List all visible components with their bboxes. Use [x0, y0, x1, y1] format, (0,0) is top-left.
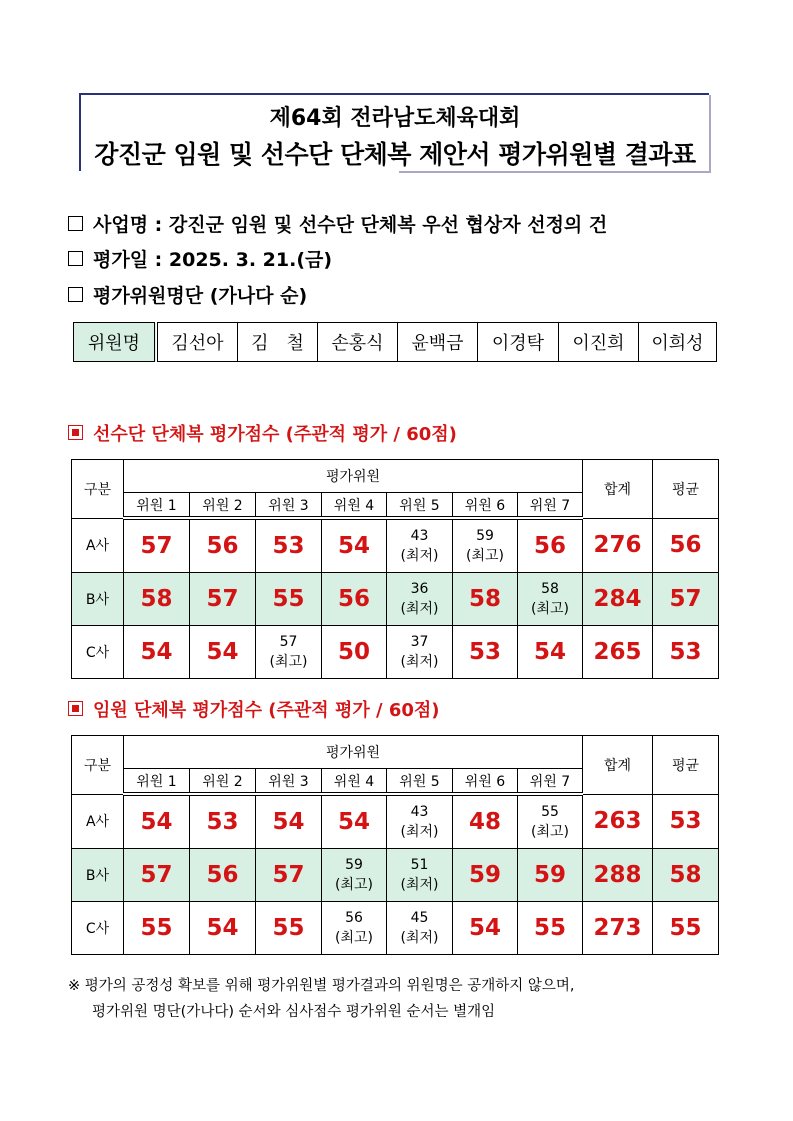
score-cell [518, 849, 583, 902]
score-value: 43 [410, 528, 429, 544]
committee-members-table [73, 322, 717, 362]
score-cell [124, 902, 190, 955]
evaluator-header: 위원 1 [124, 769, 190, 795]
evaluator-header: 위원 2 [190, 769, 256, 795]
score-value: 55 [272, 586, 305, 612]
table-row [72, 794, 719, 849]
evaluator-header: 위원 3 [256, 493, 322, 519]
checkbox-square-icon [68, 287, 83, 302]
average-value: 53 [669, 639, 702, 665]
score-value: 55 [541, 804, 559, 820]
col-avg-header: 평균 [653, 460, 719, 519]
score-cell [453, 849, 518, 902]
evaluator-header: 위원 6 [453, 493, 518, 519]
total-value: 284 [593, 586, 642, 612]
evaluator-header: 위원 7 [518, 493, 583, 519]
average-value: 55 [669, 915, 702, 941]
score-cell [322, 518, 387, 573]
score-cell [190, 518, 256, 573]
score-cell [518, 794, 583, 849]
score-cell [322, 794, 387, 849]
score-value: 59 [468, 862, 501, 888]
score-value: 58 [140, 586, 173, 612]
members-header: 위원명 [74, 323, 157, 362]
score-value: 59 [533, 862, 566, 888]
member-name: 김선아 [156, 323, 238, 362]
checkbox-square-icon [68, 216, 83, 231]
total-value: 276 [593, 532, 642, 559]
score-value: 56 [345, 910, 363, 926]
score-value: 54 [140, 809, 173, 835]
score-cell [124, 794, 190, 849]
col-group-header: 구분 [72, 736, 124, 795]
evaluator-header: 위원 4 [322, 769, 387, 795]
average-cell [653, 902, 719, 955]
evaluator-header: 위원 2 [190, 493, 256, 519]
evaluator-header: 위원 5 [387, 769, 453, 795]
col-total-header: 합계 [583, 460, 653, 519]
score-value: 57 [140, 533, 173, 559]
score-cell [322, 626, 387, 679]
score-cell [256, 518, 322, 573]
score-value: 57 [206, 586, 239, 612]
table-row [72, 626, 719, 679]
total-value: 273 [593, 915, 642, 941]
average-cell [653, 573, 719, 626]
average-value: 56 [669, 532, 702, 559]
score-cell [256, 902, 322, 955]
total-cell [583, 626, 653, 679]
score-cell [453, 794, 518, 849]
score-note: (최고) [531, 601, 569, 617]
total-value: 288 [593, 862, 642, 888]
company-name: A사 [72, 518, 124, 573]
score-cell [387, 794, 453, 849]
evaluator-header: 위원 1 [124, 493, 190, 519]
score-cell [387, 573, 453, 626]
evaluator-header: 위원 4 [322, 493, 387, 519]
average-cell [653, 849, 719, 902]
score-cell [256, 849, 322, 902]
col-group-header: 구분 [72, 460, 124, 519]
score-note: (최저) [400, 548, 439, 564]
score-value: 43 [410, 804, 429, 820]
score-cell [453, 902, 518, 955]
score-cell [124, 573, 190, 626]
total-cell [583, 794, 653, 849]
info-business [68, 210, 607, 237]
score-value: 45 [410, 910, 429, 926]
score-cell [453, 626, 518, 679]
member-name: 이경탁 [478, 323, 559, 362]
total-cell [583, 849, 653, 902]
score-value: 48 [468, 809, 501, 835]
score-value: 54 [337, 533, 370, 559]
red-square-bullet-icon [68, 425, 83, 440]
score-value: 55 [533, 915, 566, 941]
score-value: 54 [337, 809, 370, 835]
score-value: 59 [476, 528, 494, 544]
member-name: 이희성 [639, 323, 717, 362]
score-value: 57 [140, 862, 173, 888]
score-cell [453, 573, 518, 626]
score-cell [387, 626, 453, 679]
section-title-officials [68, 696, 440, 722]
score-value: 53 [468, 639, 501, 665]
score-cell [124, 518, 190, 573]
member-name: 손홍식 [318, 323, 398, 362]
score-cell [256, 794, 322, 849]
score-cell [518, 902, 583, 955]
officials-score-body [72, 794, 719, 955]
company-name: A사 [72, 794, 124, 849]
total-cell [583, 518, 653, 573]
officials-score-table [71, 735, 719, 955]
info-date-text: 평가일 : 2025. 3. 21.(금) [93, 249, 333, 271]
score-cell [190, 626, 256, 679]
score-cell [322, 902, 387, 955]
score-value: 55 [140, 915, 173, 941]
member-name: 김 철 [238, 323, 318, 362]
company-name: C사 [72, 626, 124, 679]
title-box [79, 93, 713, 175]
score-note: (최고) [466, 548, 504, 564]
info-committee [68, 281, 307, 308]
red-square-bullet-icon [68, 701, 83, 716]
score-value: 56 [206, 862, 239, 888]
evaluator-header: 위원 6 [453, 769, 518, 795]
total-cell [583, 902, 653, 955]
score-value: 51 [410, 857, 429, 873]
total-cell [583, 573, 653, 626]
section-title-athletes [68, 420, 457, 446]
score-note: (최저) [400, 930, 439, 946]
score-note: (최저) [400, 601, 439, 617]
athletes-score-table [71, 459, 719, 679]
average-value: 57 [669, 586, 702, 612]
footnote-line-1: ※ 평가의 공정성 확보를 위해 평가위원별 평가결과의 위원명은 공개하지 않으며, [68, 978, 575, 994]
score-value: 54 [206, 639, 239, 665]
table-row [72, 902, 719, 955]
score-note: (최고) [335, 930, 373, 946]
member-name: 윤백금 [398, 323, 478, 362]
company-name: B사 [72, 573, 124, 626]
evaluator-header: 위원 5 [387, 493, 453, 519]
section-title-text: 선수단 단체복 평가점수 (주관적 평가 / 60점) [93, 424, 457, 445]
col-avg-header: 평균 [653, 736, 719, 795]
total-value: 263 [593, 808, 642, 835]
average-cell [653, 518, 719, 573]
col-total-header: 합계 [583, 736, 653, 795]
table-row [72, 573, 719, 626]
total-value: 265 [593, 639, 642, 665]
title-line-1: 제64회 전라남도체육대회 [269, 106, 521, 131]
average-cell [653, 794, 719, 849]
score-value: 55 [272, 915, 305, 941]
info-business-text: 사업명 : 강진군 임원 및 선수단 단체복 우선 협상자 선정의 건 [93, 214, 608, 236]
company-name: C사 [72, 902, 124, 955]
average-cell [653, 626, 719, 679]
score-cell [453, 518, 518, 573]
score-cell [322, 849, 387, 902]
score-cell [256, 573, 322, 626]
score-cell [518, 573, 583, 626]
score-note: (최고) [269, 654, 308, 670]
evaluator-header: 위원 3 [256, 769, 322, 795]
score-value: 56 [206, 533, 239, 559]
evaluator-header: 위원 7 [518, 769, 583, 795]
col-evaluators-header: 평가위원 [124, 460, 583, 493]
score-value: 56 [337, 586, 370, 612]
score-cell [518, 626, 583, 679]
score-value: 54 [272, 809, 305, 835]
info-date [68, 245, 332, 272]
score-note: (최저) [400, 654, 439, 670]
score-cell [190, 794, 256, 849]
score-value: 57 [272, 862, 305, 888]
score-value: 58 [541, 581, 559, 597]
score-value: 54 [140, 639, 173, 665]
score-cell [387, 902, 453, 955]
score-value: 57 [279, 634, 298, 650]
score-value: 58 [468, 586, 501, 612]
score-cell [124, 626, 190, 679]
score-cell [387, 518, 453, 573]
score-value: 53 [272, 533, 305, 559]
score-cell [256, 626, 322, 679]
score-value: 36 [410, 581, 429, 597]
table-row [72, 518, 719, 573]
title-line-2: 강진군 임원 및 선수단 단체복 제안서 평가위원별 결과표 [94, 140, 696, 169]
score-value: 54 [533, 639, 566, 665]
score-value: 53 [206, 809, 239, 835]
table-row [72, 849, 719, 902]
score-note: (최고) [531, 824, 569, 840]
score-cell [322, 573, 387, 626]
score-value: 54 [468, 915, 501, 941]
section-title-text: 임원 단체복 평가점수 (주관적 평가 / 60점) [93, 700, 440, 721]
checkbox-square-icon [68, 251, 83, 266]
score-note: (최저) [400, 824, 439, 840]
score-value: 54 [206, 915, 239, 941]
member-name: 이진희 [559, 323, 639, 362]
score-cell [387, 849, 453, 902]
score-cell [190, 849, 256, 902]
average-value: 53 [669, 808, 702, 835]
score-note: (최저) [400, 877, 439, 893]
score-value: 59 [345, 857, 363, 873]
score-cell [518, 518, 583, 573]
score-cell [190, 573, 256, 626]
score-cell [190, 902, 256, 955]
score-value: 50 [337, 639, 370, 665]
company-name: B사 [72, 849, 124, 902]
average-value: 58 [669, 862, 702, 888]
score-value: 56 [533, 533, 566, 559]
athletes-score-body [72, 518, 719, 679]
info-committee-text: 평가위원명단 (가나다 순) [93, 285, 308, 307]
score-cell [124, 849, 190, 902]
score-note: (최고) [335, 877, 373, 893]
col-evaluators-header: 평가위원 [124, 736, 583, 769]
footnote-line-2: 평가위원 명단(가나다) 순서와 심사점수 평가위원 순서는 별개임 [92, 1004, 496, 1020]
score-value: 37 [410, 634, 429, 650]
